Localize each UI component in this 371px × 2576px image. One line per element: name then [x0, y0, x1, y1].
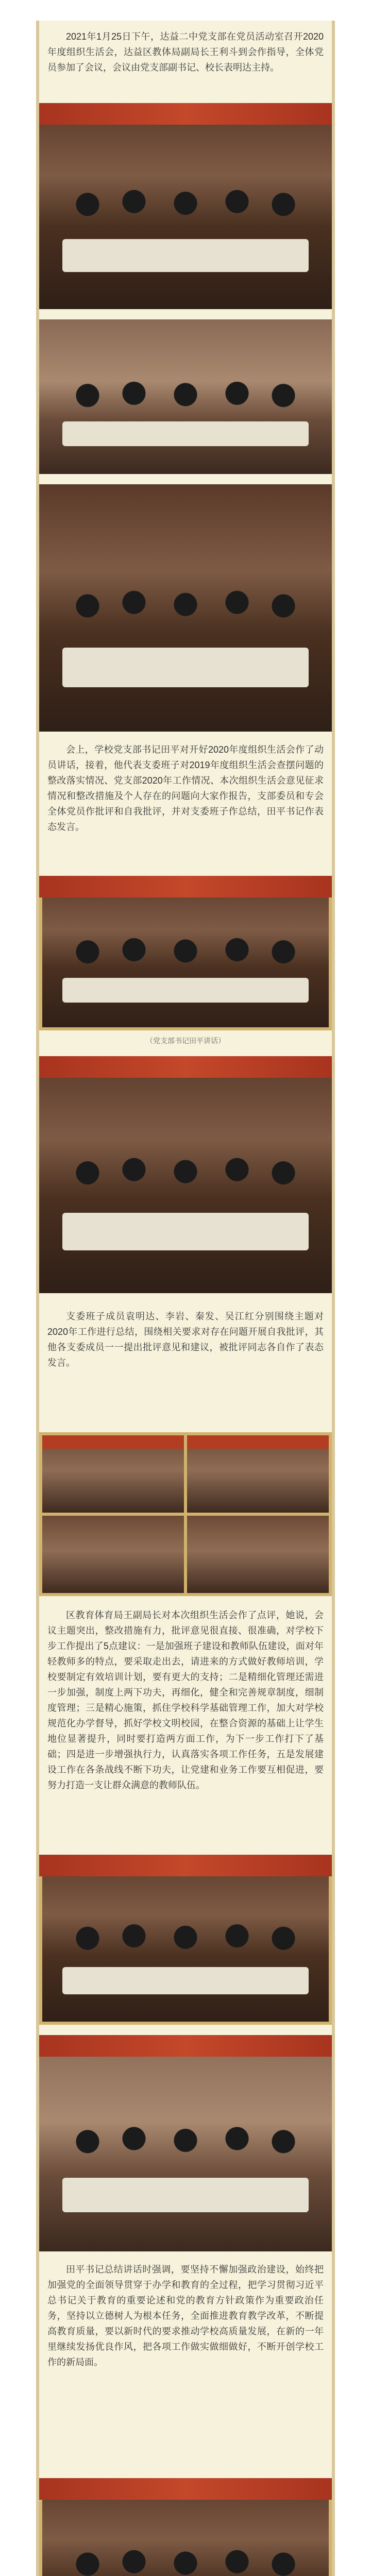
paragraph-5-text: 田平书记总结讲话时强调，要坚持不懈加强政治建设，始终把加强党的全面领导贯穿于办学和教育的全过程，把学习贯彻习近平总书记关于教育的重要论述和党的教育方针政策作为重要政治任务，坚持以立德树人为根本任务，全面推进教育教学改革，不断提高教育质量，要以新时代的要求推动学校高质量发展，在新的一年里继续发扬优良作风，把各项工作做实做细做好，不断开创学校工作的新局面。 — [47, 2264, 324, 2367]
meeting-photo-2 — [39, 319, 332, 474]
meeting-photo-1 — [39, 103, 332, 309]
paragraph-review — [47, 1607, 324, 1793]
paragraph-3-text: 支委班子成员袁明达、李岩、秦发、吴江红分别围绕主题对2020年工作进行总结，围绕相关要求对存在问题开展自我批评，其他各支委成员一一提出批评意见和建议，被批评同志各自作了表态发言。 — [47, 1311, 324, 1368]
grid-photo-1 — [42, 1435, 184, 1513]
speech-photo — [39, 876, 332, 1030]
paragraph-summary — [47, 2262, 324, 2370]
meeting-photo-3 — [39, 484, 332, 732]
meeting-photo-7 — [39, 2035, 332, 2251]
photo-caption: （党支部书记田平讲话） — [146, 1037, 225, 1045]
paragraph-2-text: 会上，学校党支部书记田平对开好2020年度组织生活会作了动员讲话，接着，他代表支委班子对2019年度组织生活会查摆问题的整改落实情况、党支部2020年工作情况、本次组织生活会意见征求情况和整改措施及个人存在的问题向大家作报告，支部委员和专会全体党员作批评和自我批评，并对支委班子作总结，田平书记作表态发言。 — [47, 744, 324, 832]
paragraph-intro — [47, 29, 324, 75]
grid-photo-4 — [187, 1516, 329, 1593]
paragraph-1-text: 2021年1月25日下午，达益二中党支部在党员活动室召开2020年度组织生活会，达益区教体局副局长王利斗到会作指导，全体党员参加了会议，会议由党支部副书记、校长表明达主持。 — [47, 31, 324, 73]
meeting-photo-5 — [39, 1056, 332, 1293]
grid-photo-3 — [42, 1516, 184, 1593]
meeting-photo-8 — [39, 2478, 332, 2576]
photo-grid — [39, 1432, 332, 1596]
article-body — [36, 21, 335, 2576]
grid-photo-2 — [187, 1435, 329, 1513]
paragraph-4-text: 区教育体育局王副局长对本次组织生活会作了点评，她说，会议主题突出，整改措施有力，批评意见很直接、很准确，对学校下步工作提出了5点建议：一是加强班子建设和教师队伍建设，面对年轻教师多的特点，要采取走出去，请进来的方式做好教师培训，学校要制定有效培训计划，要有更大的支持；二是精细化管理还需进一步加强，制度上两下功夫，再细化，健全和完善规章制度，细制度管理；三是精心施策，抓住学校科学基础管理工作，加大对学校规范化办学督导，抓好学校文明校园，在整合资源的基础上让学生地位显著提升，同时要打造两方面工作，为下一步工作打下了基础；四是进一步增强执行力，认真落实各项工作任务，五是发展建设工作在各条战线不断下功夫，让党建和业务工作要互相促进，要努力打造一支让群众满意的教师队伍。 — [47, 1610, 324, 1790]
meeting-photo-6 — [39, 1855, 332, 2025]
paragraph-criticism — [47, 1309, 324, 1370]
paragraph-report — [47, 742, 324, 835]
